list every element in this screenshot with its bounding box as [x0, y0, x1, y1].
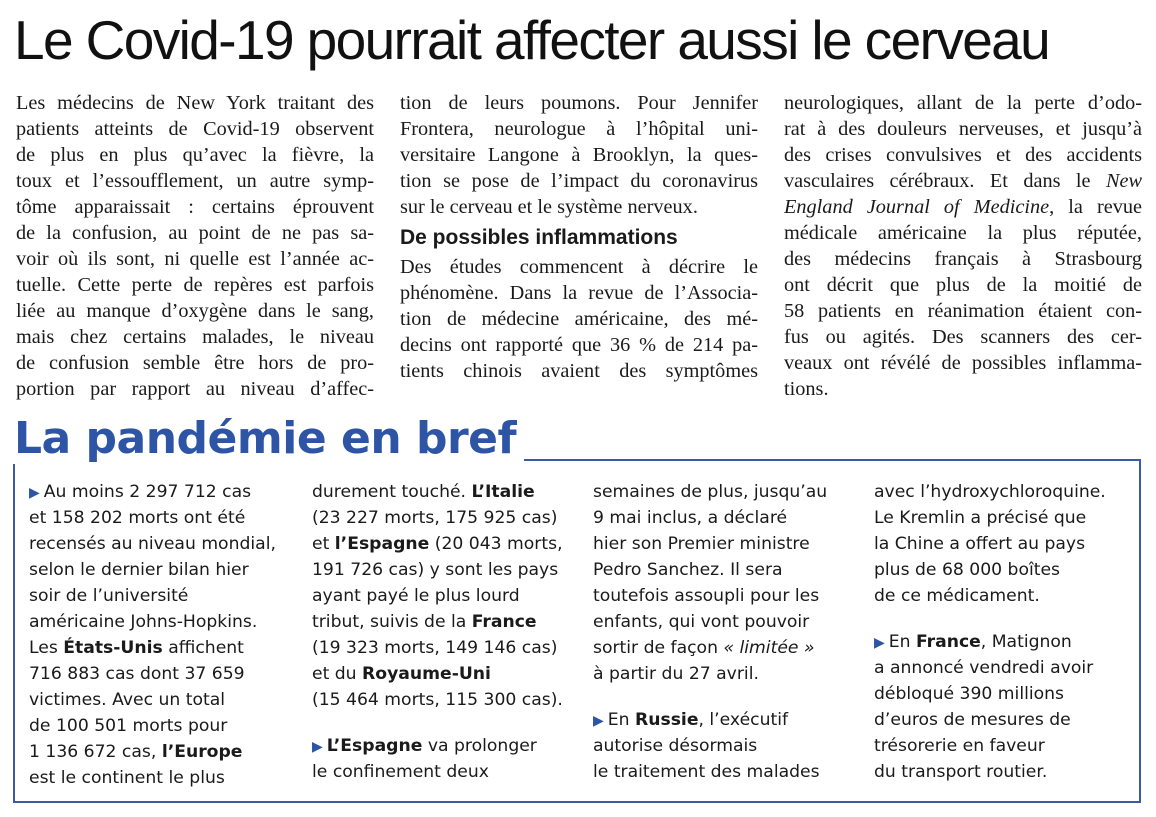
text-line: 9 mai inclus, a déclaré [593, 508, 788, 528]
text-line: rat à des douleurs nerveuses, et jusqu’à [784, 118, 1142, 140]
text-line: enfants, qui vont pouvoir [593, 612, 810, 632]
text-line: voir où ils sont, ni quelle est l’année ac- [16, 248, 374, 270]
text-line: de 100 501 morts pour [29, 716, 228, 736]
text-line: et l’Espagne (20 043 morts, [312, 534, 563, 554]
bullet-arrow-icon: ▶ [312, 739, 323, 755]
text-line: tion de médecine américaine, des mé- [400, 308, 758, 330]
bullet-arrow-icon: ▶ [29, 485, 40, 501]
bullet-arrow-icon: ▶ [593, 713, 604, 729]
subheading: De possibles inflammations [400, 226, 678, 249]
text-line: ▶ En France, Matignon [874, 632, 1072, 652]
text-line: tuelle. Cette perte de repères est parfois [16, 274, 374, 296]
text-line: (23 227 morts, 175 925 cas) [312, 508, 558, 528]
text-line: américaine Johns-Hopkins. [29, 612, 258, 632]
text-line: a annoncé vendredi avoir [874, 658, 1094, 678]
text-line: débloqué 390 millions [874, 684, 1065, 704]
article-column-1 [16, 90, 374, 402]
text-line: ▶ En Russie, l’exécutif [593, 710, 789, 730]
text-line: Les médecins de New York traitant des [16, 92, 374, 114]
text-line: sortir de façon « limitée » [593, 638, 815, 658]
text-line: de confusion semble être hors de pro- [16, 352, 374, 374]
text-line: decins ont rapporté que 36 % de 214 pa- [400, 334, 758, 356]
brief-column-2 [312, 479, 563, 785]
text-line: recensés au niveau mondial, [29, 534, 276, 554]
text-line: le confinement deux [312, 762, 489, 782]
text-line: patients atteints de Covid-19 observent [16, 118, 374, 140]
brief-title: La pandémie en bref [12, 414, 524, 464]
text-line: de plus en plus qu’avec la fièvre, la [16, 144, 374, 166]
text-line: le traitement des malades [593, 762, 820, 782]
text-line: Les États-Unis affichent [29, 638, 244, 658]
paragraph-gap [593, 687, 827, 707]
text-line: Frontera, neurologue à l’hôpital uni- [400, 118, 758, 140]
text-line: selon le dernier bilan hier [29, 560, 249, 580]
text-line: (19 323 morts, 149 146 cas) [312, 638, 558, 658]
text-line: de ce médicament. [874, 586, 1040, 606]
text-line: de la confusion, au point de ne pas sa- [16, 222, 374, 244]
brief-column-4 [874, 479, 1106, 785]
text-line: toutefois assoupli pour les [593, 586, 820, 606]
text-line: sur le cerveau et le système nerveux. [400, 196, 698, 218]
text-line: et 158 202 morts ont été [29, 508, 246, 528]
text-line: 58 patients en réanimation étaient con- [784, 300, 1142, 322]
text-line: plus de 68 000 boîtes [874, 560, 1061, 580]
text-line: ▶ Au moins 2 297 712 cas [29, 482, 252, 502]
text-line: soir de l’université [29, 586, 189, 606]
text-line: ▶ L’Espagne va prolonger [312, 736, 537, 756]
text-line: tions. [784, 378, 829, 400]
text-line: liée au manque d’oxygène dans le sang, [16, 300, 374, 322]
text-line: à partir du 27 avril. [593, 664, 759, 684]
article-column-3 [784, 90, 1142, 402]
text-line: England Journal of Medicine, la revue [784, 196, 1142, 218]
text-line: tion de leurs poumons. Pour Jennifer [400, 92, 758, 114]
text-line: vasculaires cérébraux. Et dans le New [784, 170, 1142, 192]
text-line: Le Kremlin a précisé que [874, 508, 1087, 528]
article-column-2 [400, 90, 758, 384]
text-line: 1 136 672 cas, l’Europe [29, 742, 243, 762]
text-line: tients chinois avaient des symptômes [400, 360, 758, 382]
text-line: fus ou agités. Des scanners des cer- [784, 326, 1142, 348]
text-line: 716 883 cas dont 37 659 [29, 664, 245, 684]
text-line: 191 726 cas) y sont les pays [312, 560, 559, 580]
text-line: la Chine a offert au pays [874, 534, 1086, 554]
text-line: médicale américaine la plus réputée, [784, 222, 1142, 244]
text-line: veaux ont révélé de possibles inflamma- [784, 352, 1142, 374]
text-line: Des études commencent à décrire le [400, 256, 758, 278]
paragraph-gap [312, 713, 563, 733]
text-line: tion se pose de l’impact du coronavirus [400, 170, 758, 192]
headline: Le Covid-19 pourrait affecter aussi le cerveau [14, 9, 1050, 71]
text-line: hier son Premier ministre [593, 534, 810, 554]
text-line: mais chez certains malades, le niveau [16, 326, 374, 348]
bullet-arrow-icon: ▶ [874, 635, 885, 651]
text-line: des médecins français à Strasbourg [784, 248, 1142, 270]
text-line: durement touché. L’Italie [312, 482, 535, 502]
paragraph-gap [874, 609, 1106, 629]
text-line: est le continent le plus [29, 768, 225, 788]
text-line: d’euros de mesures de [874, 710, 1071, 730]
text-line: (15 464 morts, 115 300 cas). [312, 690, 563, 710]
brief-column-3 [593, 479, 827, 785]
text-line: avec l’hydroxychloroquine. [874, 482, 1106, 502]
text-line: versitaire Langone à Brooklyn, la ques- [400, 144, 758, 166]
text-line: portion par rapport au niveau d’affec- [16, 378, 374, 400]
text-line: toux et l’essoufflement, un autre symp- [16, 170, 374, 192]
text-line: du transport routier. [874, 762, 1048, 782]
text-line: phénomène. Dans la revue de l’Associa- [400, 282, 758, 304]
text-line: ayant payé le plus lourd [312, 586, 520, 606]
text-line: trésorerie en faveur [874, 736, 1045, 756]
brief-column-1 [29, 479, 276, 791]
text-line: ont décrit que plus de la moitié de [784, 274, 1142, 296]
text-line: neurologiques, allant de la perte d’odo- [784, 92, 1142, 114]
text-line: des crises convulsives et des accidents [784, 144, 1142, 166]
text-line: autorise désormais [593, 736, 758, 756]
text-line: victimes. Avec un total [29, 690, 226, 710]
text-line: tôme apparaissait : certains éprouvent [16, 196, 374, 218]
text-line: et du Royaume-Uni [312, 664, 491, 684]
text-line: Pedro Sanchez. Il sera [593, 560, 783, 580]
text-line: semaines de plus, jusqu’au [593, 482, 828, 502]
text-line: tribut, suivis de la France [312, 612, 537, 632]
